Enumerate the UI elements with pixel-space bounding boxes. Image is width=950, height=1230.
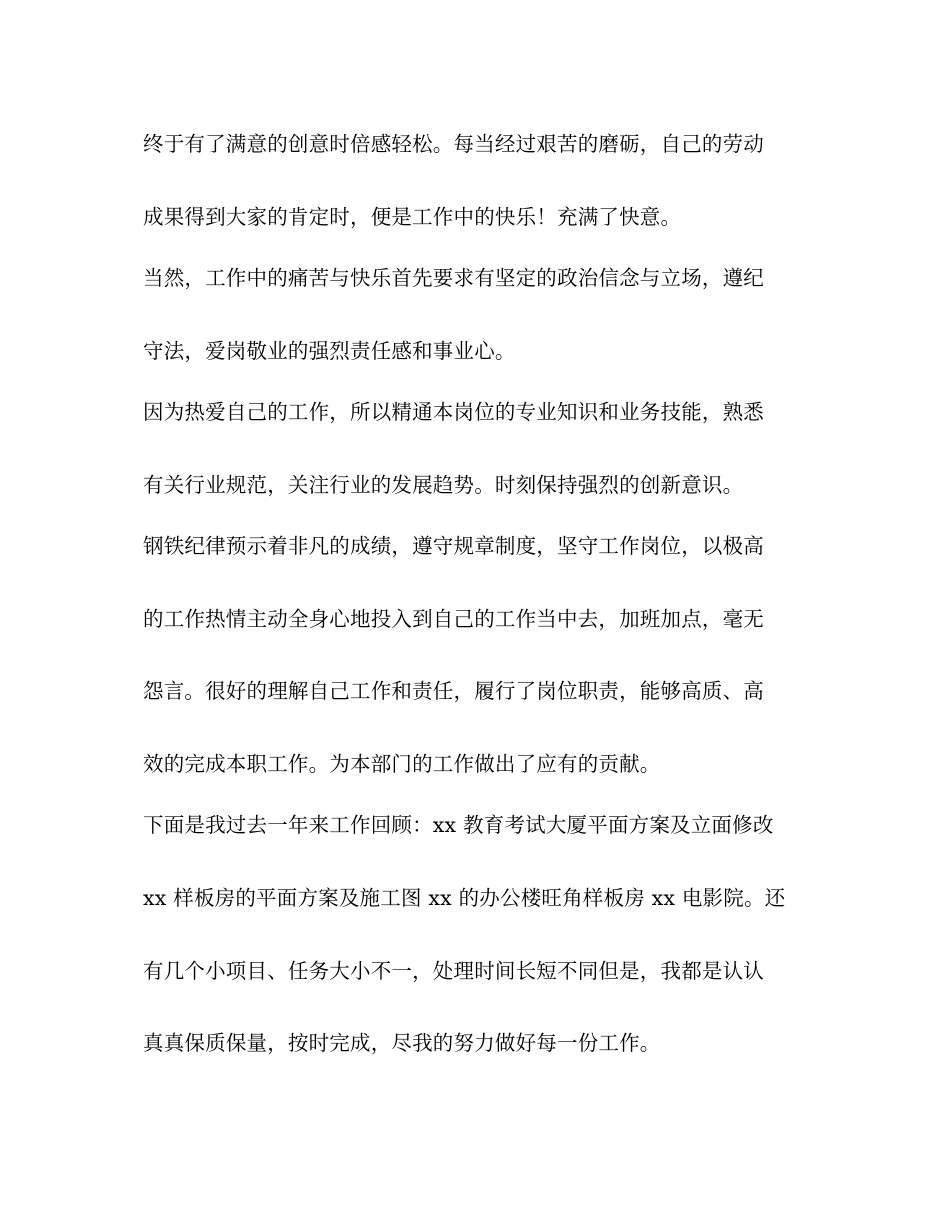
text-line: 当然，工作中的痛苦与快乐首先要求有坚定的政治信念与立场，遵纪 xyxy=(143,266,764,290)
text-line: 的工作热情主动全身心地投入到自己的工作当中去，加班加点，毫无 xyxy=(143,607,764,631)
text-line: 下面是我过去一年来工作回顾：xx 教育考试大厦平面方案及立面修改 xyxy=(143,813,774,837)
text-line: 有几个小项目、任务大小不一，处理时间长短不同但是，我都是认认 xyxy=(143,959,764,983)
text-line: 钢铁纪律预示着非凡的成绩，遵守规章制度，坚守工作岗位，以极高 xyxy=(143,534,764,558)
text-line: 有关行业规范，关注行业的发展趋势。时刻保持强烈的创新意识。 xyxy=(143,473,744,497)
text-line: xx 样板房的平面方案及施工图 xx 的办公楼旺角样板房 xx 电影院。还 xyxy=(143,886,786,910)
text-line: 终于有了满意的创意时倍感轻松。每当经过艰苦的磨砺，自己的劳动 xyxy=(143,132,764,156)
text-line: 因为热爱自己的工作，所以精通本岗位的专业知识和业务技能，熟悉 xyxy=(143,400,764,424)
text-line: 真真保质保量，按时完成，尽我的努力做好每一份工作。 xyxy=(143,1031,661,1055)
text-line: 效的完成本职工作。为本部门的工作做出了应有的贡献。 xyxy=(143,752,661,776)
text-line: 守法，爱岗敬业的强烈责任感和事业心。 xyxy=(143,339,516,363)
text-line: 怨言。很好的理解自己工作和责任，履行了岗位职责，能够高质、高 xyxy=(143,679,764,703)
text-line: 成果得到大家的肯定时，便是工作中的快乐！充满了快意。 xyxy=(143,205,682,229)
